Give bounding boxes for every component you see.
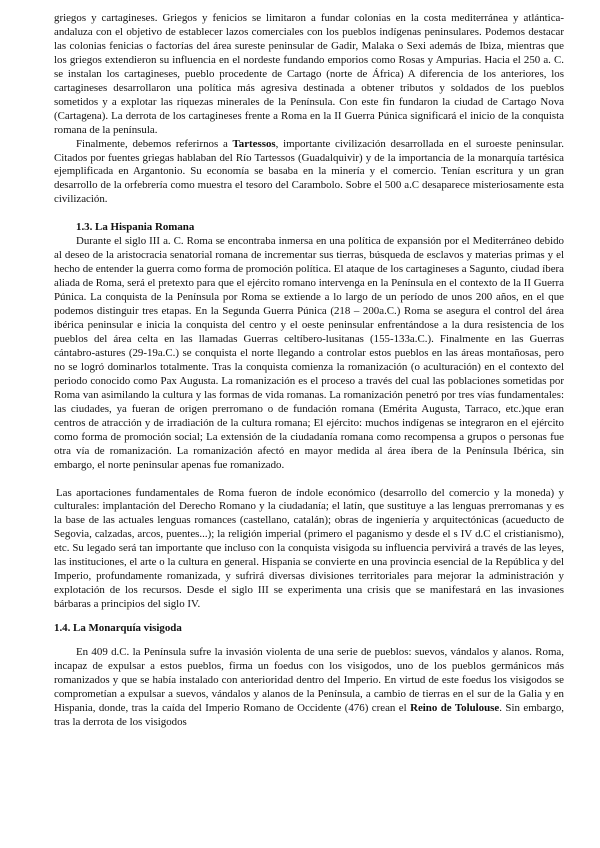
section-heading-monarquia-visigoda: 1.4. La Monarquía visigoda [54,622,182,635]
paragraph-colonizations: griegos y cartagineses. Griegos y fenicios se limitaron a fundar colonias en la costa mediterránea y atlántica-andaluza con el objetivo de establecer lazos comerciales con los pueblos indígenas peninsulares. Podemos destacar las colonias fenicias o factorías del área sureste peninsular de Gadir, Malaka o Sexi además de Ibiza, mientras que los griegos extendieron su influencia en el nordeste fundando emporios como Rosas y Ampurias. Hacia el 250 a. C. se instalan los cartagineses, pueblo procedente de Cartago (norte de África) A diferencia de los anteriores, los cartagineses desarrollaron una política más agresiva destinada a obtener tributos y soldados de los pueblos sometidos y a explotar las riquezas minerales de la Península. Con este fin fundaron la ciudad de Cartago Nova (Cartagena). La derrota de los cartagineses frente a Roma en la II Guerra Púnica significará el inicio de la conquista romana de la península. [54,12,564,136]
section-heading-hispania-romana: 1.3. La Hispania Romana [76,221,195,234]
paragraph-aportaciones: Las aportaciones fundamentales de Roma fueron de índole económico (desarrollo del comercio y la moneda) y culturales: implantación del Derecho Romano y la ciudadanía; el latín, que sustituye a las lenguas prerromanas y es la base de las actuales lenguas romances (castellano, catalán); obras de ingeniería y arquitectónicas (acueducto de Segovia, calzadas, arcos, puentes...); la religión imperial (primero el paganismo y desde el s IV d.C el cristianismo), etc. Su legado será tan importante que incluso con la conquista visigoda su influencia pervivirá a través de las leyes, las instituciones, el arte o la cultura en general. Hispania se convierte en una provincia esencial de la República y del Imperio, profundamente romanizada, y sufrirá diversas divisiones territoriales para mejorar la administración y explotación de los recursos. Desde el siglo III se experimenta una crisis que se manifestará en las invasiones bárbaras a principios del siglo IV. [54,486,564,611]
paragraph-monarquia-visigoda [54,646,564,730]
tartessos-body-text: , importante civilización desarrollada en el suroeste peninsular. Citados por fuentes griegas hablaban del Río Tartessos (Guadalquivir) y de la importancia de la monarquía tartésica ejemplificada en Argantonio. Su economía se basaba en la minería y el comercio. Tenían escritura y un gran desarrollo de la orfebrería como muestra el tesoro del Carambolo. Sobre el 500 a.C desaparece misteriosamente esta civilización. [54,137,564,206]
tartessos-bold-term: Tartessos [232,137,276,150]
visigoda-tail-text: . Sin embargo, tras la derrota de los visigodos [54,701,565,728]
visigoda-lead-text: En 409 d.C. la Península sufre la invasión violenta de una serie de pueblos: suevos, vándalos y alanos. Roma, incapaz de expulsar a estos pueblos, firma un foedus con los visigodos, uno de los pueblos germánicos más romanizados y que se había instalado con anterioridad dentro del Imperio. En virtud de este foedus los visigodos se comprometían a expulsar a suevos, vándalos y alanos de la Península, a cambio de tierras en el sur de la Galia y en Hispania, donde, tras la caída del Imperio Romano de Occidente (476) crean el [54,646,564,714]
tartessos-lead-text: Finalmente, debemos referirnos a [76,137,233,150]
paragraph-hispania-romana: Durante el siglo III a. C. Roma se encontraba inmersa en una política de expansión por el Mediterráneo debido al deseo de la aristocracia senatorial romana de incrementar sus tierras, búsqueda de esclavos y materias primas y el hecho de entender la guerra como forma de promoción política. El ataque de los cartagineses a Sagunto, ciudad íbera aliada de Roma, será el pretexto para que el ejército romano intervenga en la Península en el contexto de la II Guerra Púnica. La conquista de la Península por Roma se extiende a lo largo de un período de unos 200 años, en el que podemos distinguir tres etapas. En la Segunda Guerra Púnica (218 – 200a.C.) Roma se asegura el control del área ibérica peninsular e inicia la conquista del centro y el oeste peninsular enfrentándose a la dura resistencia de los pueblos del área celta en las llamadas Guerras celtíbero-lusitanas (155-133a.C.). Finalmente en las Guerras cántabro-astures (29-19a.C.) se conquista el norte llegando a controlar estos pueblos en las áreas montañosas, pero no se logró dominarlos totalmente. Tras la conquista comienza la romanización (o aculturación) en el contexto del periodo conocido como Pax Augusta. La romanización es el proceso a través del cual las poblaciones sometidas por Roma van asimilando la cultura y las formas de vida romanas. La romanización penetró por tres vías fundamentales: las ciudades, ya fueran de origen prerromano o de fundación romana (Emérita Augusta, Tarraco, etc.)que eran centros de atracción y de irradiación de la cultura romana; El ejército: muchos indígenas se integraron en el ejército como forma de promoción social; La extensión de la ciudadanía romana como recompensa a grupos o personas fue otra vía de romanización. La romanización afectó en mayor medida al área íbera de la Península Ibérica, sin embargo, el norte peninsular apenas fue romanizado. [54,235,564,471]
document-page [54,12,564,730]
paragraph-tartessos [54,138,564,208]
visigoda-bold-term: Reino de Tolulouse [410,701,500,714]
